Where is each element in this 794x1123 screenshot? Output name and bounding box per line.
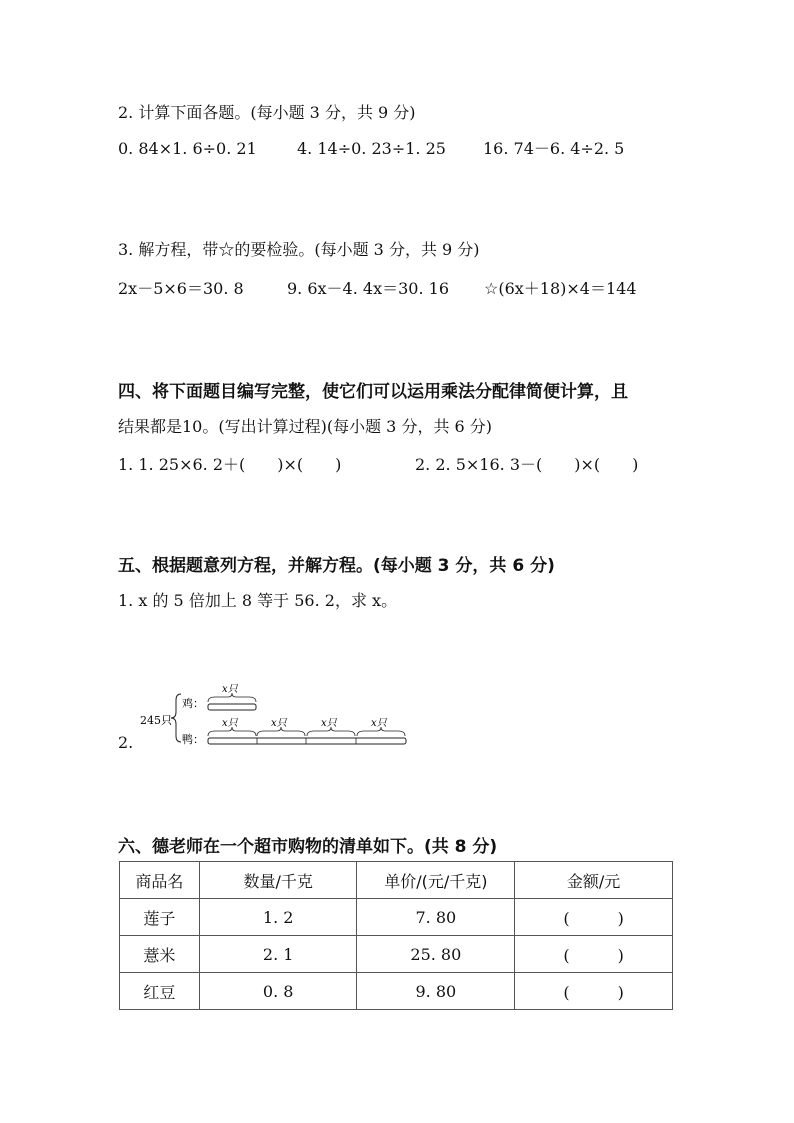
- table-cell-amount: ( ): [515, 899, 673, 936]
- q3-item-1: 2x－5×6＝30. 8: [118, 279, 244, 298]
- s5-item-2-number: 2.: [118, 733, 134, 752]
- header-cell: 数量/千克: [199, 862, 357, 899]
- chicken-segment-label: x只: [222, 684, 238, 695]
- table-row: [120, 973, 673, 1010]
- table-cell-quantity: 1. 2: [199, 899, 357, 936]
- duck-segment-label-4: x只: [371, 718, 387, 729]
- duck-bar: [208, 738, 406, 744]
- s6-title: 六、德老师在一个超市购物的清单如下。(共 8 分): [118, 837, 498, 857]
- duck-segment-label-3: x只: [321, 718, 337, 729]
- table-cell-price: 7. 80: [357, 899, 515, 936]
- table-cell-amount: ( ): [515, 936, 673, 973]
- header-cell: 金额/元: [515, 862, 673, 899]
- duck-label: 鸭：: [182, 733, 204, 746]
- table-cell-name: 红豆: [120, 973, 200, 1010]
- header-cell: 商品名: [120, 862, 200, 899]
- table-cell-name: 莲子: [120, 899, 200, 936]
- q3-title: 3. 解方程，带☆的要检验。(每小题 3 分，共 9 分): [118, 240, 480, 259]
- total-label: 245只: [140, 714, 172, 727]
- q2-title: 2. 计算下面各题。(每小题 3 分，共 9 分): [118, 103, 416, 122]
- table-cell-price: 25. 80: [357, 936, 515, 973]
- table-cell-quantity: 0. 8: [199, 973, 357, 1010]
- header-cell: 单价/(元/千克): [357, 862, 515, 899]
- total-brace: [171, 694, 181, 742]
- s4-title-line1: 四、将下面题目编写完整，使它们可以运用乘法分配律简便计算，且: [118, 382, 628, 402]
- q2-item-2: 4. 14÷0. 23÷1. 25: [297, 139, 446, 158]
- s4-items: [118, 452, 638, 475]
- q3-items: [118, 276, 637, 299]
- chicken-duck-diagram: [118, 680, 418, 756]
- s4-item-2: 2. 2. 5×16. 3－( )×( ): [415, 455, 639, 474]
- table-cell-amount: ( ): [515, 973, 673, 1010]
- q2-items: [118, 136, 624, 159]
- table-row: [120, 936, 673, 973]
- s5-item-1: 1. x 的 5 倍加上 8 等于 56. 2，求 x。: [118, 591, 398, 610]
- segment-diagram-svg: [118, 680, 418, 752]
- duck-segment-label-2: x只: [271, 718, 287, 729]
- duck-segment-label-1: x只: [222, 718, 238, 729]
- s5-title: 五、根据题意列方程，并解方程。(每小题 3 分，共 6 分): [118, 556, 555, 576]
- chicken-bar: [208, 704, 256, 710]
- q3-item-3: ☆(6x＋18)×4＝144: [484, 279, 637, 298]
- table-cell-price: 9. 80: [357, 973, 515, 1010]
- q2-item-1: 0. 84×1. 6÷0. 21: [118, 139, 257, 158]
- s4-item-1: 1. 1. 25×6. 2＋( )×( ): [118, 455, 342, 474]
- table-header-row: [120, 862, 673, 899]
- q2-item-3: 16. 74－6. 4÷2. 5: [483, 139, 625, 158]
- chicken-label: 鸡：: [182, 697, 204, 710]
- shopping-list-table: [119, 861, 673, 1010]
- q3-item-2: 9. 6x－4. 4x＝30. 16: [287, 279, 450, 298]
- s4-title-line2: 结果都是10。(写出计算过程)(每小题 3 分，共 6 分): [118, 417, 493, 436]
- table-row: [120, 899, 673, 936]
- table-cell-name: 薏米: [120, 936, 200, 973]
- table-cell-quantity: 2. 1: [199, 936, 357, 973]
